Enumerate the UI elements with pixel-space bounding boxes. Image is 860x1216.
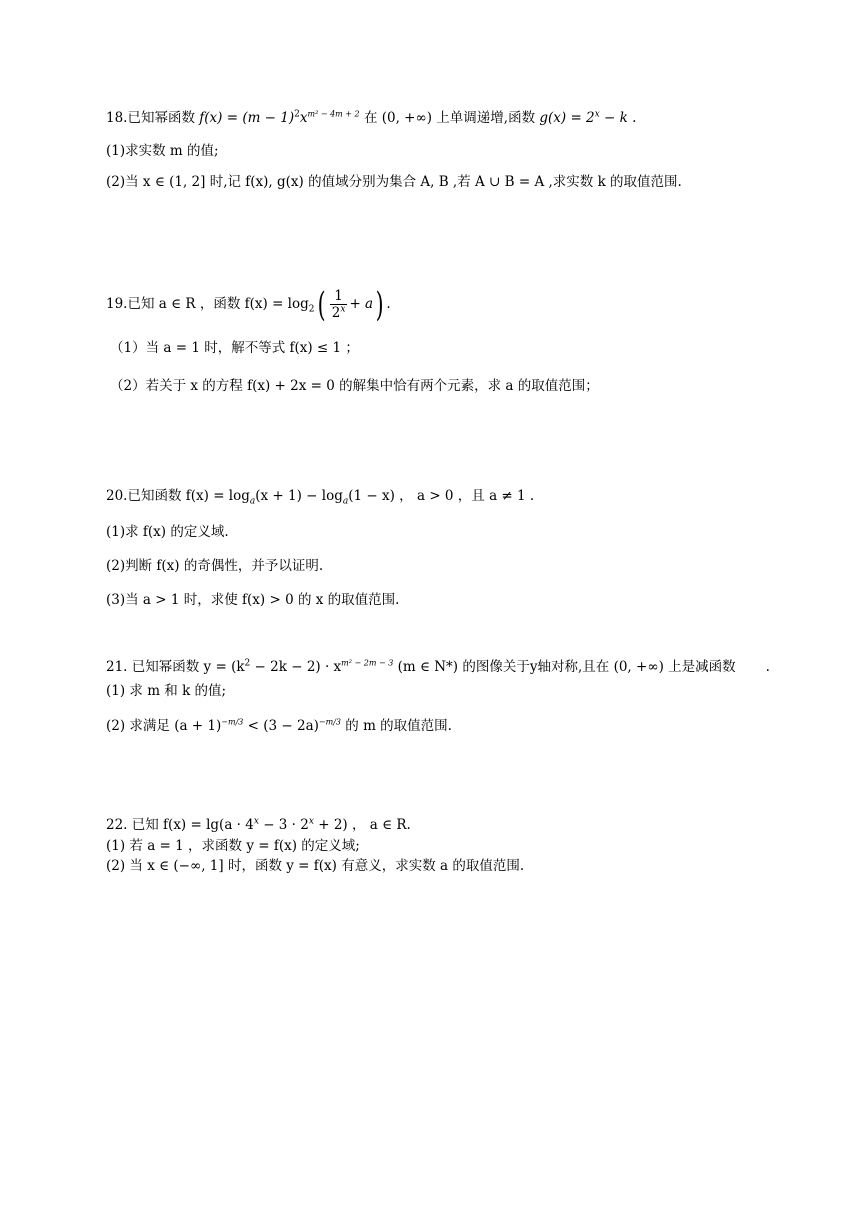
q22-mid: − 3 · 2 <box>258 817 309 833</box>
q21-exponent2: −m/3 <box>318 717 341 727</box>
q19-lead: 19.已知 a ∈ R ，函数 f(x) = log <box>106 296 309 312</box>
q21-part1: (1) 求 m 和 k 的值; <box>106 683 227 699</box>
q18-fx-exponent: m² − 4m + 2 <box>307 109 360 119</box>
q18-part1: (1)求实数 m 的值; <box>106 143 219 159</box>
q19-fraction-numerator: 1 <box>330 288 348 305</box>
q18-part2: (2)当 x ∈ (1, 2] 时,记 f(x), g(x) 的值域分别为集合 A, B ,若 A ∪ B = A ,求实数 k 的取值范围. <box>106 174 682 190</box>
q19-fraction-denominator: 2$^x$ <box>331 304 346 321</box>
q21-part2-b: < (3 − 2a) <box>243 718 319 734</box>
left-paren-icon: ( <box>317 284 326 325</box>
q22-exp1: x <box>253 816 259 827</box>
right-paren-icon: ) <box>375 284 384 325</box>
q21-part2 <box>106 716 452 736</box>
q22-exp2: x <box>308 816 314 827</box>
q20-base1: a <box>249 496 256 507</box>
q21-mid: − 2k − 2) · x <box>250 659 342 675</box>
q20-stem <box>106 486 534 506</box>
q21-lead: 21. 已知幂函数 y = (k <box>106 659 245 675</box>
q18-fx-x: x <box>299 110 308 126</box>
q19-part2: （2）若关于 x 的方程 f(x) + 2x = 0 的解集中恰有两个元素，求 a 的取值范围； <box>110 378 599 394</box>
q21-x-exponent: m² − 2m − 3 <box>341 658 394 668</box>
q22-tail: + 2) ， a ∈ R. <box>313 817 411 833</box>
q18-fx: f(x) = (m − 1) <box>199 110 295 126</box>
q18-gx-exponent: x <box>594 109 600 120</box>
q21-part2-a: (2) 求满足 (a + 1) <box>106 718 222 734</box>
q18-stem <box>106 108 636 128</box>
q19-log-base: 2 <box>308 304 315 315</box>
q19-fraction <box>330 288 348 321</box>
q19-tail: + a <box>349 296 374 312</box>
q21-end: . <box>765 659 770 675</box>
q22-lead: 22. 已知 f(x) = lg(a · 4 <box>106 817 254 833</box>
q22-stem <box>106 815 411 835</box>
q20-mid: (x + 1) − log <box>255 488 343 504</box>
q22-part1: (1) 若 a = 1 ，求函数 y = f(x) 的定义域; <box>106 838 360 854</box>
q18-gx-tail: − k . <box>604 110 637 126</box>
q20-lead: 20.已知函数 f(x) = log <box>106 488 250 504</box>
q19-end: . <box>386 296 391 312</box>
q22-part2: (2) 当 x ∈ (−∞, 1] 时，函数 y = f(x) 有意义，求实数 a 的取值范围. <box>106 858 525 874</box>
q20-part3: (3)当 a > 1 时，求使 f(x) > 0 的 x 的取值范围. <box>106 592 400 608</box>
q18-fx-square: 2 <box>294 109 300 120</box>
q19-part1: （1）当 a = 1 时，解不等式 f(x) ≤ 1 ； <box>110 340 359 356</box>
q18-lead: 18.已知幂函数 <box>106 110 195 126</box>
q20-base2: a <box>342 496 349 507</box>
q19-stem <box>106 284 391 325</box>
q21-k-square: 2 <box>244 658 251 669</box>
q21-part2-c: 的 m 的取值范围. <box>341 718 452 734</box>
q21-exponent1: −m/3 <box>221 717 244 727</box>
q20-part2: (2)判断 f(x) 的奇偶性，并予以证明. <box>106 558 324 574</box>
q20-tail: (1 − x) ， a > 0 ，且 a ≠ 1 . <box>348 488 535 504</box>
q18-gx: g(x) = 2 <box>539 110 595 126</box>
q21-tail: (m ∈ N*) 的图像关于y轴对称,且在 (0, +∞) 上是减函数 <box>393 659 736 675</box>
q21-stem <box>106 657 770 677</box>
q18-mid: 在 (0, +∞) 上单调递增,函数 <box>363 110 536 126</box>
q20-part1: (1)求 f(x) 的定义域. <box>106 524 229 540</box>
